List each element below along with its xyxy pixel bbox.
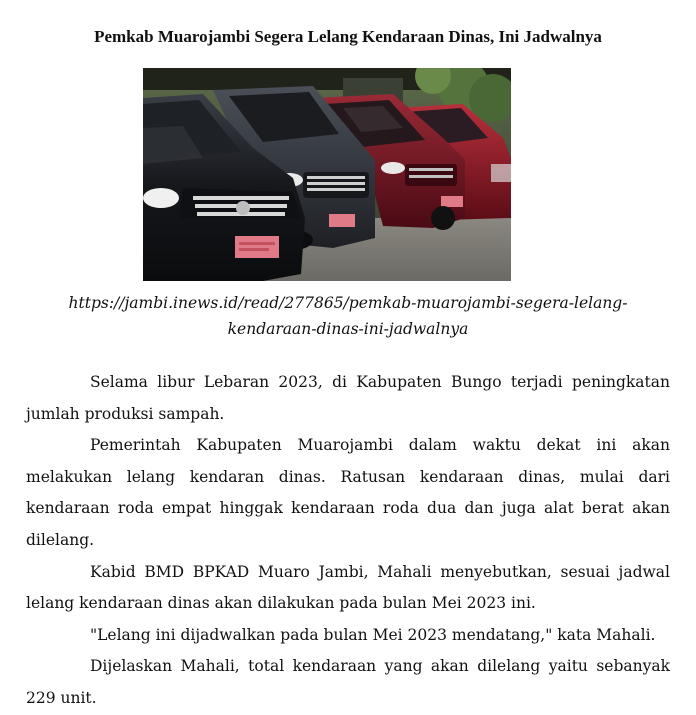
- paragraph: Kabid BMD BPKAD Muaro Jambi, Mahali menyebutkan, sesuai jadwal lelang kendaraan dinas akan dilakukan pada bulan Mei 2023 ini.: [26, 562, 670, 613]
- paragraph: Pemerintah Kabupaten Muarojambi dalam waktu dekat ini akan melakukan lelang kendaran dinas. Ratusan kendaraan dinas, mulai dari kendaraan roda empat hinggak kendaraan roda dua dan juga alat berat akan dilelang.: [26, 436, 670, 549]
- parked-cars-image: [143, 68, 511, 281]
- paragraph: Selama libur Lebaran 2023, di Kabupaten Bungo terjadi peningkatan jumlah produksi sampah.: [26, 373, 670, 423]
- image-source-caption: https://jambi.inews.id/read/277865/pemkab-muarojambi-segera-lelang-kendaraan-dinas-ini-jadwalnya: [68, 294, 628, 338]
- article-photo: [143, 68, 511, 281]
- paragraph: "Lelang ini dijadwalkan pada bulan Mei 2023 mendatang," kata Mahali.: [90, 625, 656, 644]
- article-title: Pemkab Muarojambi Segera Lelang Kendaraan Dinas, Ini Jadwalnya: [94, 27, 602, 46]
- article-body: [26, 367, 670, 715]
- paragraph: Dijelaskan Mahali, total kendaraan yang akan dilelang yaitu sebanyak 229 unit.: [26, 657, 670, 707]
